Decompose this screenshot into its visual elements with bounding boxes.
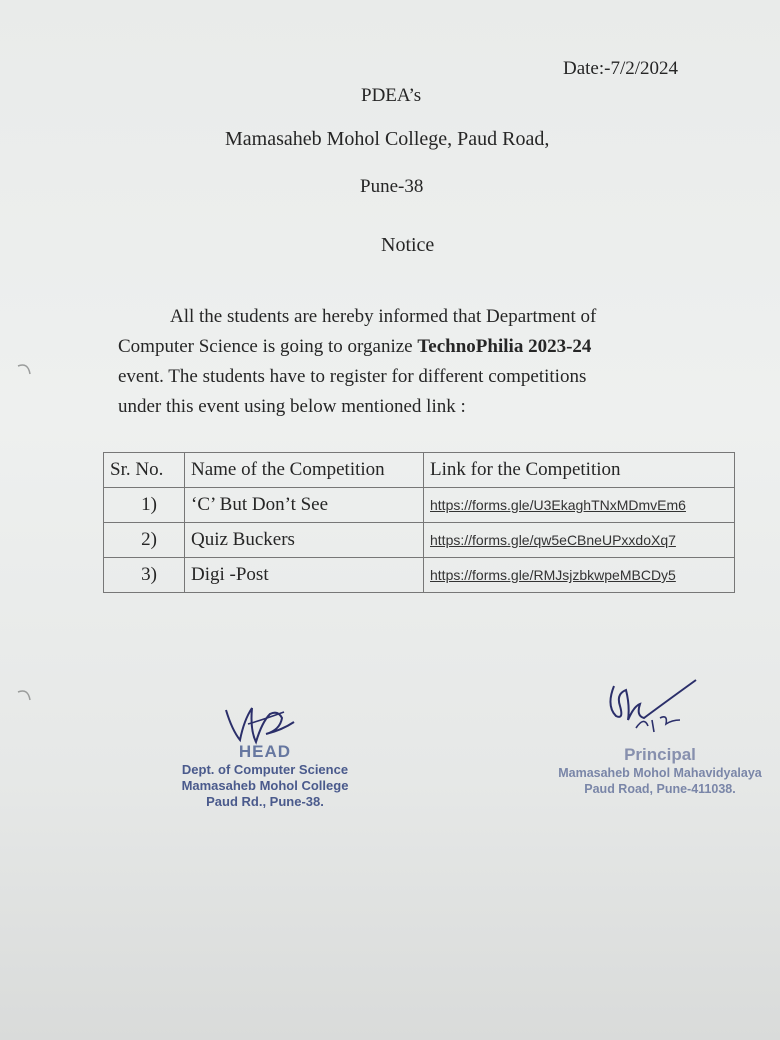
table-row (104, 523, 735, 558)
competition-name: Quiz Buckers (185, 523, 424, 558)
event-name: TechnoPhilia 2023-24 (417, 336, 592, 357)
head-college: Mamasaheb Mohol College (181, 778, 349, 793)
body-line: event. The students have to register for different competitions (118, 366, 587, 387)
principal-college: Mamasaheb Mohol Mahavidyalaya (558, 766, 762, 780)
head-title: HEAD (238, 742, 292, 761)
column-header: Name of the Competition (185, 453, 424, 488)
row-number: 3) (141, 564, 157, 585)
table-header-row (104, 453, 735, 488)
table-row (104, 488, 735, 523)
head-stamp (160, 742, 370, 810)
head-dept: Dept. of Computer Science (181, 762, 349, 777)
principal-title: Principal (624, 745, 696, 764)
competition-table (103, 452, 735, 593)
page-title: Notice (381, 234, 435, 256)
column-header: Link for the Competition (424, 453, 735, 488)
notice-date: Date:-7/2/2024 (563, 58, 679, 79)
body-line: All the students are hereby informed that Department of (170, 306, 597, 327)
column-header: Sr. No. (104, 453, 185, 488)
punch-hole-icon (14, 686, 34, 706)
college-name: Mamasaheb Mohol College, Paud Road, (225, 128, 550, 150)
notice-body (118, 302, 678, 422)
organization-name: PDEA’s (361, 85, 422, 106)
competition-name: Digi -Post (185, 558, 424, 593)
body-text: Computer Science is going to organize (118, 336, 418, 357)
principal-signature (600, 676, 700, 736)
head-address: Paud Rd., Pune-38. (206, 794, 324, 809)
competition-link[interactable]: https://forms.gle/qw5eCBneUPxxdoXq7 (430, 532, 676, 548)
competition-link[interactable]: https://forms.gle/RMJsjzbkwpeMBCDy5 (430, 567, 676, 583)
row-number: 1) (141, 494, 157, 515)
college-city: Pune-38 (360, 176, 424, 197)
principal-stamp (540, 745, 780, 797)
body-line: under this event using below mentioned link : (118, 396, 466, 417)
punch-hole-icon (14, 360, 34, 380)
row-number: 2) (141, 529, 157, 550)
table-row (104, 558, 735, 593)
principal-address: Paud Road, Pune-411038. (584, 782, 736, 796)
competition-link[interactable]: https://forms.gle/U3EkaghTNxMDmvEm6 (430, 497, 686, 513)
body-line (118, 332, 678, 362)
competition-name: ‘C’ But Don’t See (185, 488, 424, 523)
